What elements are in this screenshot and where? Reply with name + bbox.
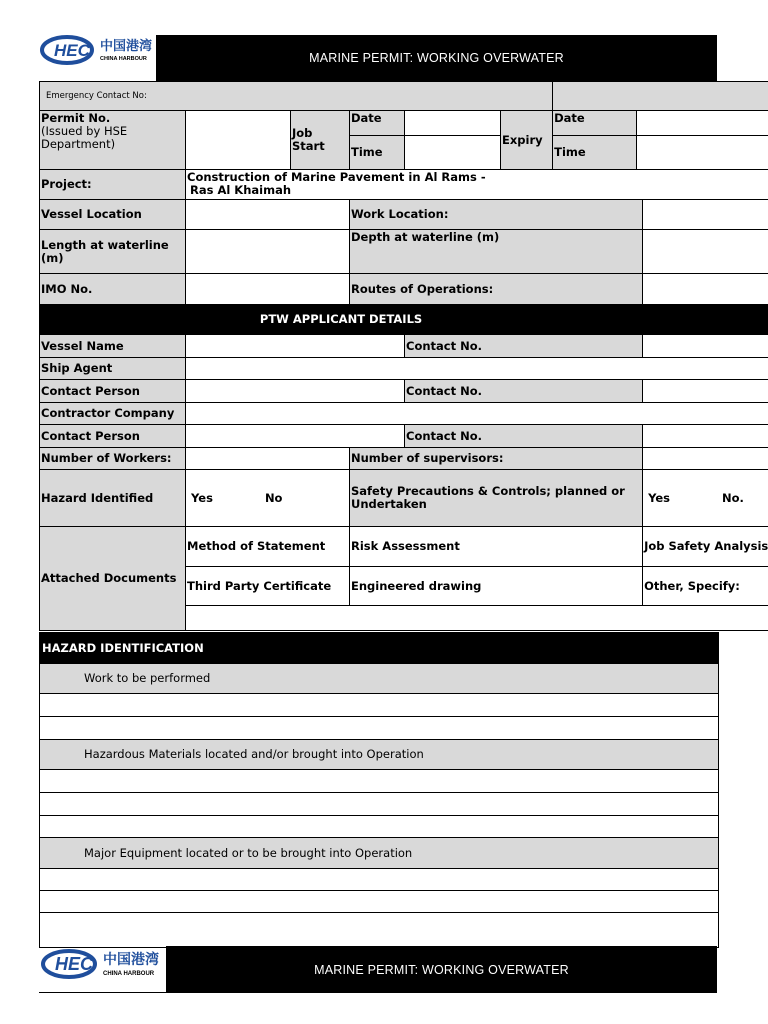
job-start-time-field[interactable]	[405, 136, 501, 170]
svg-text:HEC: HEC	[55, 954, 94, 974]
permit-no-cell	[40, 111, 186, 170]
other-specify-option[interactable]	[643, 567, 768, 606]
hazard-no-label: No	[264, 490, 283, 505]
work-performed-line-1[interactable]	[40, 694, 719, 717]
ship-agent-field[interactable]	[186, 358, 768, 380]
contact-person-label: Contact Person	[40, 380, 186, 403]
permit-no-field[interactable]	[186, 111, 291, 170]
contact-person-no-field[interactable]	[643, 380, 768, 403]
work-performed-label: Work to be performed	[40, 664, 719, 694]
hazardous-materials-line-2[interactable]	[40, 793, 719, 816]
project-value[interactable]	[186, 170, 768, 200]
contractor-company-field[interactable]	[186, 403, 768, 425]
ptw-header-blank	[643, 305, 768, 335]
depth-label: Depth at waterline (m)	[350, 230, 643, 274]
svg-text:中国港湾: 中国港湾	[100, 39, 153, 54]
engineered-drawing-option[interactable]	[350, 567, 643, 606]
major-equipment-line-1[interactable]	[40, 869, 719, 891]
footer-title-text: MARINE PERMIT: WORKING OVERWATER	[314, 962, 569, 977]
major-equipment-line-2[interactable]	[40, 891, 719, 913]
hazardous-materials-line-3[interactable]	[40, 816, 719, 838]
hazard-yes-label: Yes	[191, 490, 213, 505]
vessel-contact-field[interactable]	[643, 335, 768, 358]
contractor-contact-person-field[interactable]	[186, 425, 405, 448]
imo-field[interactable]	[186, 274, 350, 305]
footer-title	[166, 946, 717, 993]
attached-documents-extra-field[interactable]	[186, 606, 768, 631]
hazard-identified-options	[186, 470, 350, 527]
contractor-contact-no-field[interactable]	[643, 425, 768, 448]
routes-field[interactable]	[643, 274, 768, 305]
safety-options	[643, 470, 768, 527]
num-supervisors-label: Number of supervisors:	[350, 448, 643, 470]
major-equipment-label: Major Equipment located or to be brought into Operation	[40, 838, 719, 869]
contractor-contact-person-label: Contact Person	[40, 425, 186, 448]
num-workers-field[interactable]	[186, 448, 350, 470]
footer-logo	[40, 948, 164, 980]
method-statement-label: Method of Statement	[187, 539, 326, 553]
job-start-label: Job Start	[291, 111, 350, 170]
risk-assessment-option[interactable]	[350, 527, 643, 567]
page-title-text: MARINE PERMIT: WORKING OVERWATER	[309, 51, 564, 65]
contractor-company-label: Contractor Company	[40, 403, 186, 425]
expiry-time-label: Time	[553, 136, 637, 170]
emergency-contact-label: Emergency Contact No:	[40, 82, 553, 111]
permit-no-label: Permit No.	[41, 111, 111, 125]
svg-text:CHINA HARBOUR: CHINA HARBOUR	[103, 971, 155, 977]
third-party-option[interactable]	[186, 567, 350, 606]
ptw-applicant-header: PTW APPLICANT DETAILS	[40, 305, 643, 335]
hazard-yes-checkbox[interactable]	[187, 491, 217, 505]
hazard-identification-header: HAZARD IDENTIFICATION	[40, 633, 719, 664]
project-label: Project:	[40, 170, 186, 200]
work-performed-line-2[interactable]	[40, 717, 719, 740]
emergency-contact-field[interactable]	[553, 82, 768, 111]
vessel-name-field[interactable]	[186, 335, 405, 358]
work-location-field[interactable]	[643, 200, 768, 230]
expiry-time-field[interactable]	[637, 136, 768, 170]
safety-no-label: No.	[722, 490, 744, 505]
hazardous-materials-label: Hazardous Materials located and/or brought into Operation	[40, 740, 719, 770]
contact-person-field[interactable]	[186, 380, 405, 403]
other-specify-label: Other, Specify:	[644, 578, 740, 593]
svg-text:CHINA HARBOUR: CHINA HARBOUR	[100, 56, 147, 62]
jsa-label: Job Safety Analysis	[644, 539, 768, 553]
ship-agent-label: Ship Agent	[40, 358, 186, 380]
expiry-date-field[interactable]	[637, 111, 768, 136]
expiry-date-label: Date	[553, 111, 637, 136]
imo-label: IMO No.	[40, 274, 186, 305]
china-harbour-logo-icon	[40, 34, 156, 66]
work-location-label: Work Location:	[350, 200, 643, 230]
permit-form	[39, 81, 768, 631]
header-logo	[40, 34, 156, 66]
hazard-no-checkbox[interactable]	[265, 491, 283, 505]
major-equipment-line-3[interactable]	[40, 913, 719, 948]
risk-assessment-label: Risk Assessment	[351, 539, 460, 553]
routes-label: Routes of Operations:	[350, 274, 643, 305]
vessel-location-label: Vessel Location	[40, 200, 186, 230]
num-supervisors-field[interactable]	[643, 448, 768, 470]
vessel-location-field[interactable]	[186, 200, 350, 230]
hazard-identification-table	[39, 632, 719, 948]
job-start-time-label: Time	[350, 136, 405, 170]
svg-text:HEC: HEC	[54, 41, 90, 60]
hazardous-materials-line-1[interactable]	[40, 770, 719, 793]
engineered-drawing-label: Engineered drawing	[351, 578, 482, 593]
length-field[interactable]	[186, 230, 350, 274]
page-title	[156, 35, 717, 81]
footer-rule	[39, 992, 717, 993]
contact-person-no-label: Contact No.	[405, 380, 643, 403]
vessel-name-label: Vessel Name	[40, 335, 186, 358]
vessel-contact-label: Contact No.	[405, 335, 643, 358]
jsa-option[interactable]	[643, 527, 768, 567]
third-party-label: Third Party Certificate	[187, 578, 332, 593]
job-start-date-field[interactable]	[405, 111, 501, 136]
hazard-identified-label: Hazard Identified	[40, 470, 186, 527]
expiry-label: Expiry	[501, 111, 553, 170]
length-label: Length at waterline (m)	[40, 230, 186, 274]
project-value-line2: Ras Al Khaimah	[190, 183, 292, 197]
safety-yes-checkbox[interactable]	[644, 491, 674, 505]
job-start-date-label: Date	[350, 111, 405, 136]
safety-precautions-label: Safety Precautions & Controls; planned or Undertaken	[350, 470, 643, 527]
attached-documents-label: Attached Documents	[40, 527, 186, 631]
svg-text:中国港湾: 中国港湾	[103, 952, 159, 968]
safety-yes-label: Yes	[648, 490, 671, 505]
permit-no-sub: (Issued by HSE Department)	[41, 124, 128, 151]
safety-no-checkbox[interactable]	[722, 491, 744, 505]
project-value-line1: Construction of Marine Pavement in Al Rams -	[187, 170, 486, 184]
depth-field[interactable]	[643, 230, 768, 274]
method-statement-option[interactable]	[186, 527, 350, 567]
num-workers-label: Number of Workers:	[40, 448, 186, 470]
china-harbour-logo-icon	[40, 948, 164, 980]
contractor-contact-no-label: Contact No.	[405, 425, 643, 448]
